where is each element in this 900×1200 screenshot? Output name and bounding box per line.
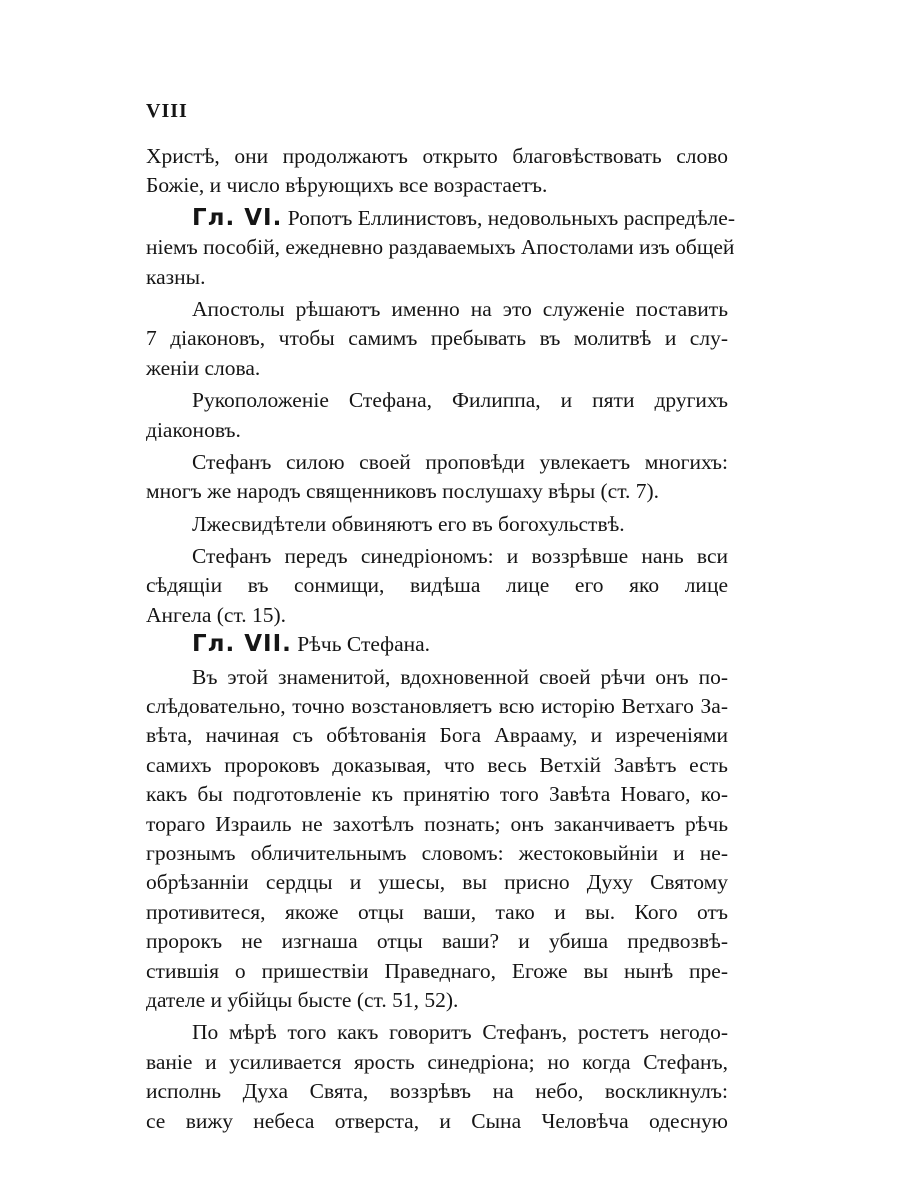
text-line <box>146 204 735 233</box>
text-line: какъ бы подготовленіе къ принятію того Завѣта Новаго, ко- <box>146 782 728 807</box>
text-line: Стефанъ силою своей проповѣди увлекаетъ многихъ: <box>192 449 728 474</box>
text-line: Христѣ, они продолжаютъ открыто благовѣствовать слово <box>146 144 728 168</box>
text-line: Стефанъ передъ синедріономъ: и воззрѣвше нань вси <box>192 544 728 569</box>
text-line: По мѣрѣ того какъ говоритъ Стефанъ, ростетъ негодо- <box>192 1020 728 1045</box>
text-line: Въ этой знаменитой, вдохновенной своей рѣчи онъ по- <box>192 664 728 689</box>
text-line: обрѣзанніи сердцы и ушесы, вы присно Духу Святому <box>146 870 728 895</box>
text-line: діаконовъ. <box>146 417 241 442</box>
text-line: Божіе, и число вѣрующихъ все возрастаетъ. <box>146 173 548 198</box>
paragraph <box>146 1018 728 1136</box>
text-line: Ангела (ст. 15). <box>146 602 287 627</box>
text-line: многъ же народъ священниковъ послушаху вѣры (ст. 7). <box>146 479 660 504</box>
text-line: женіи слова. <box>146 355 261 380</box>
text-line: Апостолы рѣшаютъ именно на это служеніе поставить <box>192 296 728 321</box>
text-line <box>146 630 728 659</box>
text-line: сѣдящіи въ сонмищи, видѣша лице его яко лице <box>146 573 728 598</box>
page-number: VIII <box>146 100 188 122</box>
chapter-paragraph <box>146 204 735 292</box>
text-line: тораго Израиль не захотѣлъ познать; онъ заканчиваетъ рѣчь <box>146 811 728 836</box>
text-line: ваніе и усиливается ярость синедріона; но когда Стефанъ, <box>146 1049 728 1074</box>
text-line: вѣта, начиная съ обѣтованія Бога Аврааму, и изреченіями <box>146 723 728 748</box>
paragraph <box>146 386 728 445</box>
body-text <box>146 142 735 1136</box>
text-line: исполнь Духа Свята, воззрѣвъ на небо, воскликнулъ: <box>146 1079 728 1104</box>
text-line: слѣдовательно, точно возстановляетъ всю исторію Ветхаго За- <box>146 694 728 719</box>
text-line: грознымъ обличительнымъ словомъ: жестоковыйніи и не- <box>146 840 728 865</box>
text-line: Лжесвидѣтели обвиняютъ его въ богохульствѣ. <box>192 511 625 536</box>
text-line-rest: Ропотъ Еллинистовъ, недовольныхъ распредѣле- <box>282 205 735 230</box>
text-line: се вижу небеса отверста, и Сына Человѣча одесную <box>146 1108 728 1133</box>
text-line: 7 діаконовъ, чтобы самимъ пребывать въ молитвѣ и слу- <box>146 326 728 351</box>
text-line: стившія о пришествіи Праведнаго, Егоже вы нынѣ пре- <box>146 958 728 983</box>
text-line: ніемъ пособій, ежедневно раздаваемыхъ Апостолами изъ общей <box>146 235 735 260</box>
chapter-paragraph <box>146 630 728 659</box>
chapter-heading: Гл. VII. <box>192 631 292 658</box>
paragraph <box>146 663 728 1016</box>
text-line-rest: Рѣчь Стефана. <box>291 632 431 657</box>
paragraph <box>146 448 728 507</box>
paragraph <box>146 295 728 383</box>
paragraph <box>146 542 728 630</box>
text-line: самихъ пророковъ доказывая, что весь Ветхій Завѣтъ есть <box>146 752 728 777</box>
text-line: дателе и убійцы бысте (ст. 51, 52). <box>146 987 459 1012</box>
text-line: противитеся, якоже отцы ваши, тако и вы. Кого отъ <box>146 899 728 924</box>
text-line: казны. <box>146 264 206 289</box>
paragraph <box>146 142 728 201</box>
text-line: Рукоположеніе Стефана, Филиппа, и пяти другихъ <box>192 388 728 413</box>
paragraph <box>146 510 728 539</box>
chapter-heading: Гл. VI. <box>192 204 283 231</box>
text-line: пророкъ не изгнаша отцы ваши? и убиша предвозвѣ- <box>146 929 728 954</box>
